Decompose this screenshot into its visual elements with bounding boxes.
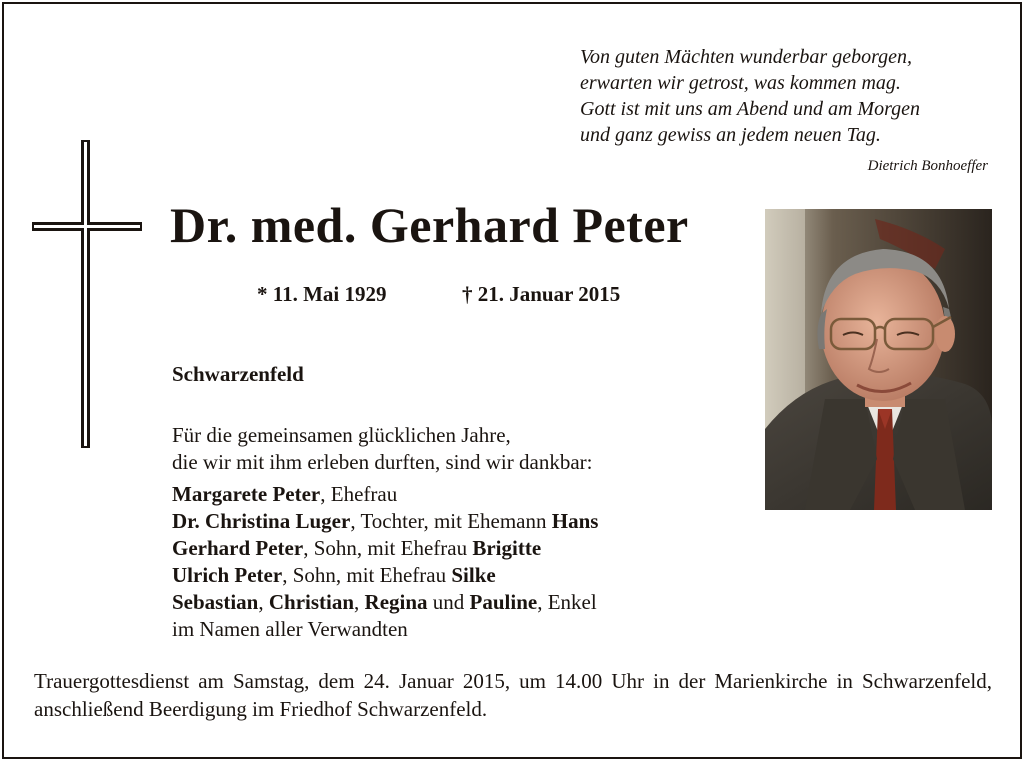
family-member-name: Sebastian [172,590,259,614]
family-member-line [172,589,598,616]
family-member-name: Christian [268,590,355,614]
family-member-relation: und [427,590,470,614]
family-member-relation: , Tochter, mit Ehemann [350,509,552,533]
family-member-name: Brigitte [472,536,542,560]
family-member-relation: im Namen aller Verwandten [172,617,408,641]
family-member-line [172,562,598,589]
quote-line-1: Von guten Mächten wunderbar geborgen, [580,46,912,68]
quote-line-4: und ganz gewiss an jedem neuen Tag. [580,124,881,146]
family-member-name: Silke [451,563,496,587]
thanks-text [172,422,592,476]
family-member-name: Regina [364,590,428,614]
portrait-photo [765,209,992,510]
family-member-relation: , Sohn, mit Ehefrau [303,536,473,560]
quote-author: Dietrich Bonhoeffer [867,158,988,174]
quote-line-2: erwarten wir getrost, was kommen mag. [580,72,901,94]
family-member-relation: , [354,590,365,614]
quote-block [580,44,1000,148]
birth-date: * 11. Mai 1929 [257,282,387,306]
family-member-name: Gerhard Peter [172,536,304,560]
deceased-name: Dr. med. Gerhard Peter [170,197,689,253]
family-member-name: Dr. Christina Luger [172,509,351,533]
family-member-name: Margarete Peter [172,482,321,506]
family-member-name: Pauline [469,590,538,614]
thanks-line-2: die wir mit ihm erleben durften, sind wir dankbar: [172,450,593,474]
funeral-service-text: Trauergottesdienst am Samstag, dem 24. Januar 2015, um 14.00 Uhr in der Marienkirche in Schwarzenfeld, anschließend Beerdigung im Friedhof Schwarzenfeld. [34,669,992,721]
family-list [172,481,598,643]
family-member-relation: , Sohn, mit Ehefrau [282,563,452,587]
family-member-line [172,508,598,535]
family-member-relation: , Ehefrau [320,482,398,506]
thanks-line-1: Für die gemeinsamen glücklichen Jahre, [172,423,511,447]
family-member-name: Hans [551,509,599,533]
place-name: Schwarzenfeld [172,362,304,386]
family-member-line [172,616,598,643]
family-member-name: Ulrich Peter [172,563,283,587]
death-date: † 21. Januar 2015 [462,282,621,306]
portrait-illustration [765,209,992,510]
family-member-relation: , Enkel [537,590,597,614]
cross-icon [32,140,142,450]
family-member-line [172,535,598,562]
family-member-line [172,481,598,508]
quote-line-3: Gott ist mit uns am Abend und am Morgen [580,98,920,120]
family-member-relation: , [258,590,269,614]
